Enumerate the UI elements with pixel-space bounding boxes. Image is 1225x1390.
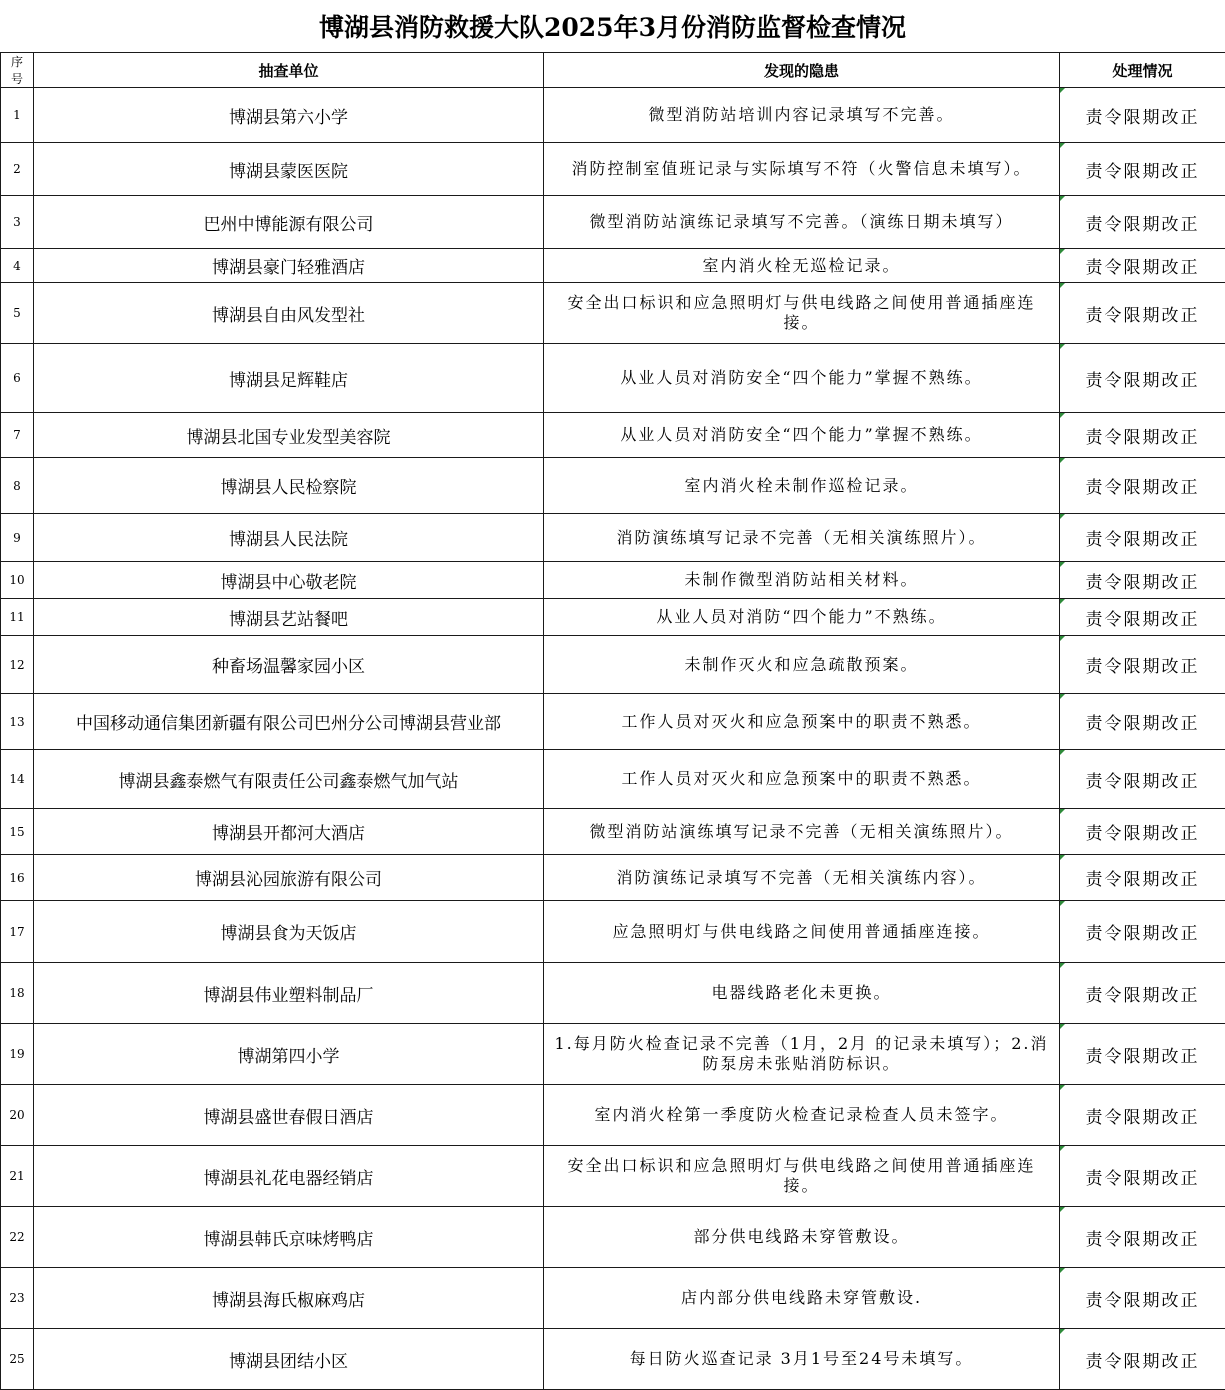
- row-seq: 1: [1, 88, 34, 143]
- row-handle: 责令限期改正: [1060, 694, 1225, 750]
- row-seq: 8: [1, 458, 34, 514]
- row-seq: 7: [1, 413, 34, 458]
- table-row: [1, 562, 1225, 599]
- row-seq: 14: [1, 750, 34, 809]
- row-handle: 责令限期改正: [1060, 562, 1225, 599]
- row-seq: 20: [1, 1085, 34, 1146]
- row-seq: 19: [1, 1024, 34, 1085]
- row-handle: 责令限期改正: [1060, 143, 1225, 196]
- row-handle: 责令限期改正: [1060, 458, 1225, 514]
- table-row: [1, 196, 1225, 249]
- row-unit: 博湖县礼花电器经销店: [34, 1146, 544, 1207]
- row-issue: 部分供电线路未穿管敷设。: [544, 1207, 1060, 1268]
- row-unit: 博湖县人民法院: [34, 514, 544, 562]
- row-issue: 安全出口标识和应急照明灯与供电线路之间使用普通插座连接。: [544, 1146, 1060, 1207]
- row-issue: 微型消防站演练记录填写不完善。（演练日期未填写）: [544, 196, 1060, 249]
- row-issue: 每日防火巡查记录 3月1号至24号未填写。: [544, 1329, 1060, 1390]
- row-issue: 工作人员对灭火和应急预案中的职责不熟悉。: [544, 694, 1060, 750]
- row-unit: 博湖县鑫泰燃气有限责任公司鑫泰燃气加气站: [34, 750, 544, 809]
- table-row: [1, 1207, 1225, 1268]
- row-unit: 博湖县中心敬老院: [34, 562, 544, 599]
- row-handle: 责令限期改正: [1060, 1207, 1225, 1268]
- table-row: [1, 458, 1225, 514]
- row-unit: 博湖县食为天饭店: [34, 901, 544, 963]
- row-seq: 25: [1, 1329, 34, 1390]
- row-issue: 室内消火栓无巡检记录。: [544, 249, 1060, 283]
- row-issue: 安全出口标识和应急照明灯与供电线路之间使用普通插座连接。: [544, 283, 1060, 344]
- table-row: [1, 283, 1225, 344]
- row-seq: 22: [1, 1207, 34, 1268]
- row-issue: 工作人员对灭火和应急预案中的职责不熟悉。: [544, 750, 1060, 809]
- table-row: [1, 694, 1225, 750]
- table-row: [1, 599, 1225, 636]
- row-issue: 消防演练填写记录不完善（无相关演练照片）。: [544, 514, 1060, 562]
- row-issue: 1.每月防火检查记录不完善（1月，2月 的记录未填写）；2.消防泵房未张贴消防标识。: [544, 1024, 1060, 1085]
- row-seq: 13: [1, 694, 34, 750]
- row-seq: 9: [1, 514, 34, 562]
- row-seq: 17: [1, 901, 34, 963]
- row-unit: 博湖第四小学: [34, 1024, 544, 1085]
- table-row: [1, 1268, 1225, 1329]
- table-row: [1, 514, 1225, 562]
- row-seq: 12: [1, 636, 34, 694]
- row-seq: 3: [1, 196, 34, 249]
- table-row: [1, 1329, 1225, 1390]
- row-handle: 责令限期改正: [1060, 855, 1225, 901]
- row-issue: 未制作灭火和应急疏散预案。: [544, 636, 1060, 694]
- row-seq: 6: [1, 344, 34, 413]
- row-unit: 博湖县自由风发型社: [34, 283, 544, 344]
- row-issue: 从业人员对消防安全“四个能力”掌握不熟练。: [544, 413, 1060, 458]
- row-issue: 店内部分供电线路未穿管敷设.: [544, 1268, 1060, 1329]
- table-row: [1, 249, 1225, 283]
- table-row: [1, 901, 1225, 963]
- row-unit: 博湖县韩氏京味烤鸭店: [34, 1207, 544, 1268]
- table-row: [1, 636, 1225, 694]
- row-handle: 责令限期改正: [1060, 750, 1225, 809]
- table-row: [1, 963, 1225, 1024]
- row-issue: 电器线路老化未更换。: [544, 963, 1060, 1024]
- header-issue: 发现的隐患: [544, 53, 1060, 88]
- row-seq: 21: [1, 1146, 34, 1207]
- row-issue: 消防控制室值班记录与实际填写不符（火警信息未填写）。: [544, 143, 1060, 196]
- row-handle: 责令限期改正: [1060, 1085, 1225, 1146]
- table-row: [1, 855, 1225, 901]
- row-unit: 博湖县开都河大酒店: [34, 809, 544, 855]
- row-seq: 2: [1, 143, 34, 196]
- row-handle: 责令限期改正: [1060, 514, 1225, 562]
- row-unit: 博湖县足辉鞋店: [34, 344, 544, 413]
- row-seq: 18: [1, 963, 34, 1024]
- header-seq: 序号: [1, 53, 34, 88]
- row-handle: 责令限期改正: [1060, 413, 1225, 458]
- row-handle: 责令限期改正: [1060, 196, 1225, 249]
- row-handle: 责令限期改正: [1060, 1146, 1225, 1207]
- row-unit: 博湖县豪门轻雅酒店: [34, 249, 544, 283]
- row-unit: 博湖县北国专业发型美容院: [34, 413, 544, 458]
- row-handle: 责令限期改正: [1060, 1268, 1225, 1329]
- table-row: [1, 809, 1225, 855]
- row-handle: 责令限期改正: [1060, 809, 1225, 855]
- table-row: [1, 750, 1225, 809]
- row-issue: 从业人员对消防“四个能力”不熟练。: [544, 599, 1060, 636]
- row-issue: 消防演练记录填写不完善（无相关演练内容）。: [544, 855, 1060, 901]
- table-row: [1, 344, 1225, 413]
- row-unit: 种畜场温馨家园小区: [34, 636, 544, 694]
- table-row: [1, 1024, 1225, 1085]
- row-handle: 责令限期改正: [1060, 344, 1225, 413]
- row-handle: 责令限期改正: [1060, 88, 1225, 143]
- row-issue: 室内消火栓未制作巡检记录。: [544, 458, 1060, 514]
- row-unit: 博湖县人民检察院: [34, 458, 544, 514]
- row-seq: 5: [1, 283, 34, 344]
- table-row: [1, 1146, 1225, 1207]
- header-handle: 处理情况: [1060, 53, 1225, 88]
- row-unit: 博湖县沁园旅游有限公司: [34, 855, 544, 901]
- header-unit: 抽查单位: [34, 53, 544, 88]
- row-handle: 责令限期改正: [1060, 249, 1225, 283]
- row-issue: 应急照明灯与供电线路之间使用普通插座连接。: [544, 901, 1060, 963]
- row-seq: 11: [1, 599, 34, 636]
- page-title: 博湖县消防救援大队2025年3月份消防监督检查情况: [319, 8, 906, 44]
- row-unit: 博湖县蒙医医院: [34, 143, 544, 196]
- row-unit: 巴州中博能源有限公司: [34, 196, 544, 249]
- row-issue: 从业人员对消防安全“四个能力”掌握不熟练。: [544, 344, 1060, 413]
- row-issue: 微型消防站演练填写记录不完善（无相关演练照片）。: [544, 809, 1060, 855]
- row-issue: 室内消火栓第一季度防火检查记录检查人员未签字。: [544, 1085, 1060, 1146]
- row-seq: 4: [1, 249, 34, 283]
- row-handle: 责令限期改正: [1060, 599, 1225, 636]
- row-unit: 博湖县伟业塑料制品厂: [34, 963, 544, 1024]
- row-seq: 10: [1, 562, 34, 599]
- table-row: [1, 88, 1225, 143]
- row-unit: 博湖县第六小学: [34, 88, 544, 143]
- table-body: [1, 88, 1225, 1390]
- row-handle: 责令限期改正: [1060, 1329, 1225, 1390]
- row-seq: 16: [1, 855, 34, 901]
- row-handle: 责令限期改正: [1060, 636, 1225, 694]
- row-unit: 博湖县盛世春假日酒店: [34, 1085, 544, 1146]
- row-handle: 责令限期改正: [1060, 963, 1225, 1024]
- row-seq: 23: [1, 1268, 34, 1329]
- row-unit: 中国移动通信集团新疆有限公司巴州分公司博湖县营业部: [34, 694, 544, 750]
- row-issue: 未制作微型消防站相关材料。: [544, 562, 1060, 599]
- row-unit: 博湖县海氏椒麻鸡店: [34, 1268, 544, 1329]
- row-seq: 15: [1, 809, 34, 855]
- row-handle: 责令限期改正: [1060, 901, 1225, 963]
- row-handle: 责令限期改正: [1060, 283, 1225, 344]
- table-row: [1, 143, 1225, 196]
- row-unit: 博湖县艺站餐吧: [34, 599, 544, 636]
- table-row: [1, 1085, 1225, 1146]
- inspection-table: [0, 52, 1225, 1390]
- table-row: [1, 413, 1225, 458]
- row-handle: 责令限期改正: [1060, 1024, 1225, 1085]
- title-bar: [0, 0, 1225, 52]
- row-unit: 博湖县团结小区: [34, 1329, 544, 1390]
- table-header-row: [1, 53, 1225, 88]
- row-issue: 微型消防站培训内容记录填写不完善。: [544, 88, 1060, 143]
